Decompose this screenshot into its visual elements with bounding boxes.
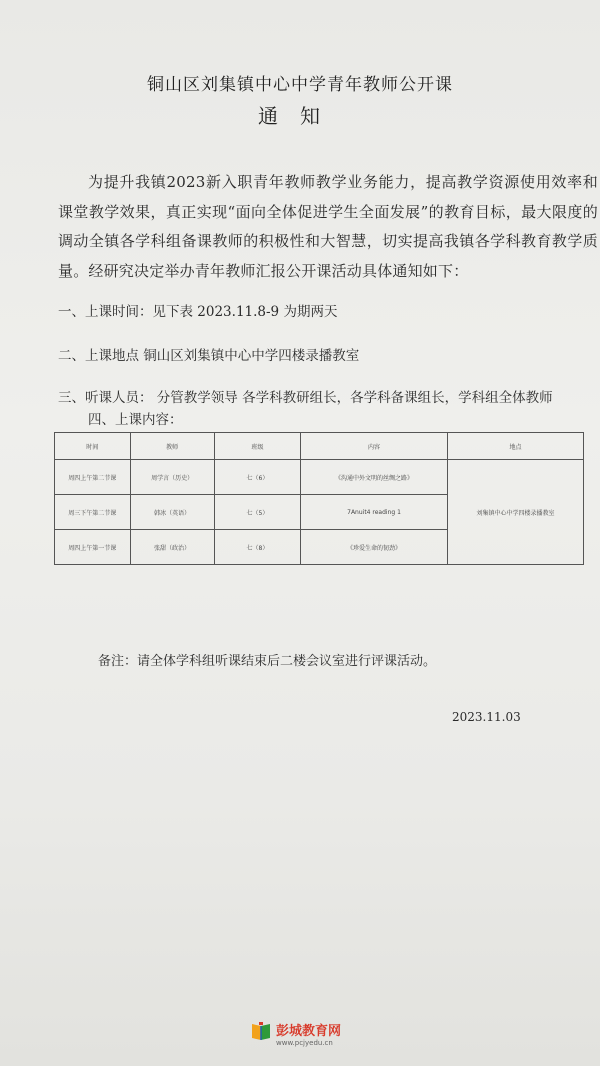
cell-content: 《沟通中外文明的丝绸之路》 (301, 460, 448, 495)
watermark-url: www.pcjyedu.cn (276, 1039, 333, 1047)
remark-note: 备注：请全体学科组听课结束后二楼会议室进行评课活动。 (98, 654, 437, 669)
cell-teacher: 周学言（历史） (130, 460, 214, 495)
header-content: 内容 (301, 433, 448, 460)
cell-time: 周四上午第二节课 (55, 460, 131, 495)
cell-class: 七（6） (214, 460, 300, 495)
intro-paragraph: 为提升我镇2023新入职青年教师教学业务能力，提高教学资源使用效率和课堂教学效果，真正实现“面向全体促进学生全面发展”的教育目标，最大限度的调动全镇各学科组备课教师的积极性和大智慧，切实提高我镇各学科教育教学质量。经研究决定举办青年教师汇报公开课活动具体通知如下： (58, 173, 598, 280)
header-time: 时间 (55, 433, 131, 460)
document-subtitle: 通知 (258, 104, 342, 128)
cell-time: 周四上午第一节课 (55, 530, 131, 565)
cell-class: 七（8） (214, 530, 300, 565)
watermark-brand: 彭城教育网 (276, 1024, 342, 1039)
item-location: 二、上课地点 铜山区刘集镇中心中学四楼录播教室 (58, 348, 360, 364)
table-row (55, 460, 584, 495)
cell-content: 7Anuit4 reading 1 (301, 495, 448, 530)
cell-time: 周三下午第二节课 (55, 495, 131, 530)
header-teacher: 教师 (130, 433, 214, 460)
cell-teacher: 张甜（政治） (130, 530, 214, 565)
issue-date: 2023.11.03 (452, 710, 521, 724)
table-header-row (55, 433, 584, 460)
schedule-table (54, 432, 584, 565)
cell-location: 刘集镇中心中学四楼录播教室 (447, 460, 583, 565)
site-watermark (250, 1020, 360, 1054)
item-content: 四、上课内容： (88, 412, 183, 428)
cell-class: 七（5） (214, 495, 300, 530)
header-class: 班级 (214, 433, 300, 460)
cell-teacher: 韩冰（英语） (130, 495, 214, 530)
item-attendees: 三、听课人员： 分管教学领导 各学科教研组长，各学科备课组长，学科组全体教师 (58, 390, 553, 406)
header-location: 地点 (447, 433, 583, 460)
document-title: 铜山区刘集镇中心中学青年教师公开课 (147, 75, 453, 95)
item-time: 一、上课时间：见下表 2023.11.8-9 为期两天 (58, 304, 338, 320)
cell-content: 《珍爱生命的韧劲》 (301, 530, 448, 565)
book-logo-icon (250, 1022, 272, 1042)
